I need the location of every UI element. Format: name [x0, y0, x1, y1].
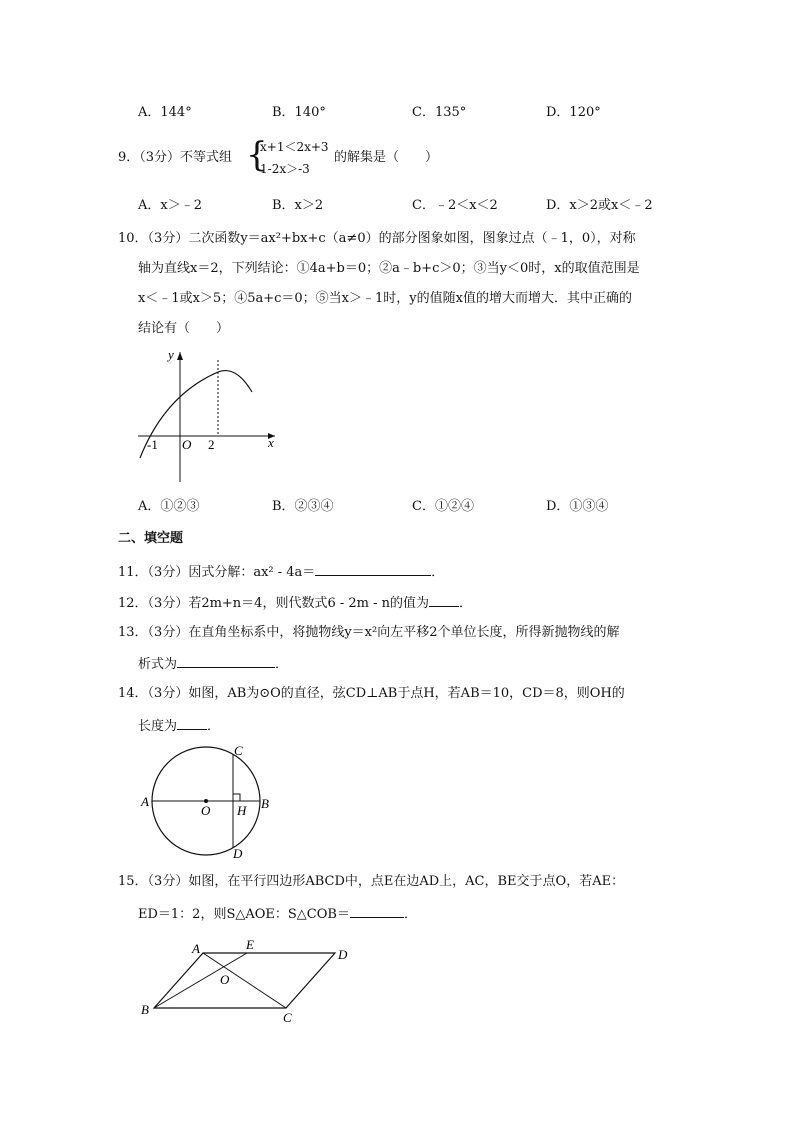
- q15-parallelogram-figure: [136, 934, 366, 1028]
- q15-label-o: O: [220, 972, 230, 987]
- q15-line-1: 15．（3分）如图，在平行四边形ABCD中，点E在边AD上，AC，BE交于点O，若AE：: [118, 874, 625, 889]
- q13-end: ．: [275, 657, 289, 672]
- q9-prefix: 9．（3分）不等式组: [118, 150, 233, 165]
- q13-answer-blank: [177, 655, 275, 668]
- q15-label-a: A: [192, 941, 200, 956]
- q10-minus1-label: -1: [147, 437, 158, 452]
- q8-option-a: A．144°: [138, 105, 192, 120]
- q10-x-label: x: [268, 435, 274, 450]
- q14-line-2: [138, 717, 220, 735]
- q14-line-2-text: 长度为: [138, 719, 178, 734]
- q15-answer-blank: [350, 905, 404, 918]
- q14-label-o: O: [201, 803, 211, 818]
- q10-option-c: C．①②④: [412, 499, 474, 514]
- q14-line-1: 14．（3分）如图，AB为⊙O的直径，弦CD⊥AB于点H，若AB＝10，CD＝8，则OH的: [118, 686, 625, 701]
- q14-label-c: C: [234, 743, 243, 758]
- q10-two-label: 2: [208, 437, 215, 452]
- q9-option-c: C．﹣2＜x＜2: [412, 198, 498, 213]
- q11-end: ．: [431, 565, 445, 580]
- q9-option-d: D．x＞2或x＜﹣2: [546, 198, 653, 213]
- q10-parabola-graph: [130, 340, 290, 490]
- q8-option-d: D．120°: [546, 105, 601, 120]
- q8-option-c: C．135°: [412, 105, 467, 120]
- q14-right-angle-mark: [233, 794, 240, 801]
- q10-y-axis-arrow: [177, 352, 183, 360]
- q15-label-c: C: [283, 1010, 292, 1025]
- q14-label-d: D: [233, 846, 243, 861]
- q8-option-b: B．140°: [272, 105, 326, 120]
- q12-end: ．: [459, 596, 473, 611]
- q13-line-2: [138, 655, 288, 673]
- q11-answer-blank: [315, 563, 431, 576]
- q9-brace: {: [246, 135, 268, 175]
- q15-segment-be: [154, 953, 247, 1008]
- q11-question: [118, 563, 444, 581]
- q10-option-a: A．①②③: [138, 499, 200, 514]
- q13-line-2-text: 析式为: [138, 657, 178, 672]
- q15-label-d: D: [338, 947, 348, 962]
- q15-line-2: [138, 905, 417, 923]
- q12-text: 12．（3分）若2m+n＝4，则代数式6 - 2m - n的值为: [118, 596, 430, 611]
- q15-label-b: B: [141, 1002, 149, 1017]
- q14-label-a: A: [141, 794, 149, 809]
- q10-option-b: B．②③④: [272, 499, 334, 514]
- q10-line-1: 10．（3分）二次函数y＝ax²+bx+c（a≠0）的部分图象如图，图象过点（﹣1，0），对称: [118, 231, 636, 246]
- q10-line-4: 结论有（ ）: [138, 321, 230, 336]
- q10-y-label: y: [168, 347, 174, 362]
- q9-option-a: A．x＞﹣2: [138, 198, 202, 213]
- q15-diagonal-ac: [203, 953, 286, 1008]
- q13-line-1: 13．（3分）在直角坐标系中，将抛物线y＝x²向左平移2个单位长度，所得新抛物线的解: [118, 625, 620, 640]
- q11-text: 11．（3分）因式分解：ax² - 4a＝: [118, 565, 316, 580]
- q14-end: ．: [207, 719, 221, 734]
- section-2-title: 二、填空题: [118, 531, 184, 546]
- q15-end: ．: [403, 907, 417, 922]
- q14-label-b: B: [261, 796, 269, 811]
- q9-suffix: 的解集是（ ）: [334, 150, 439, 165]
- q9-inequality-1: x+1＜2x+3: [260, 140, 329, 154]
- q9-option-b: B．x＞2: [272, 198, 324, 213]
- q15-line-2-text: ED＝1：2，则S△AOE：S△COB＝: [138, 907, 350, 922]
- q15-label-e: E: [246, 937, 254, 952]
- q14-answer-blank: [177, 717, 207, 730]
- q10-option-d: D．①③④: [546, 499, 609, 514]
- q10-origin-label: O: [182, 437, 192, 452]
- q14-label-h: H: [237, 803, 247, 818]
- q9-inequality-2: 1-2x＞-3: [260, 162, 310, 176]
- q10-line-2: 轴为直线x＝2，下列结论：①4a+b＝0；②a﹣b+c＞0；③当y＜0时，x的取值范围是: [138, 261, 640, 276]
- q12-answer-blank: [429, 594, 459, 607]
- q12-question: [118, 594, 472, 612]
- q14-circle-figure: [136, 738, 286, 864]
- q10-line-3: x＜﹣1或x＞5；④5a+c＝0；⑤当x＞﹣1时，y的值随x值的增大而增大．其中正确的: [138, 291, 632, 306]
